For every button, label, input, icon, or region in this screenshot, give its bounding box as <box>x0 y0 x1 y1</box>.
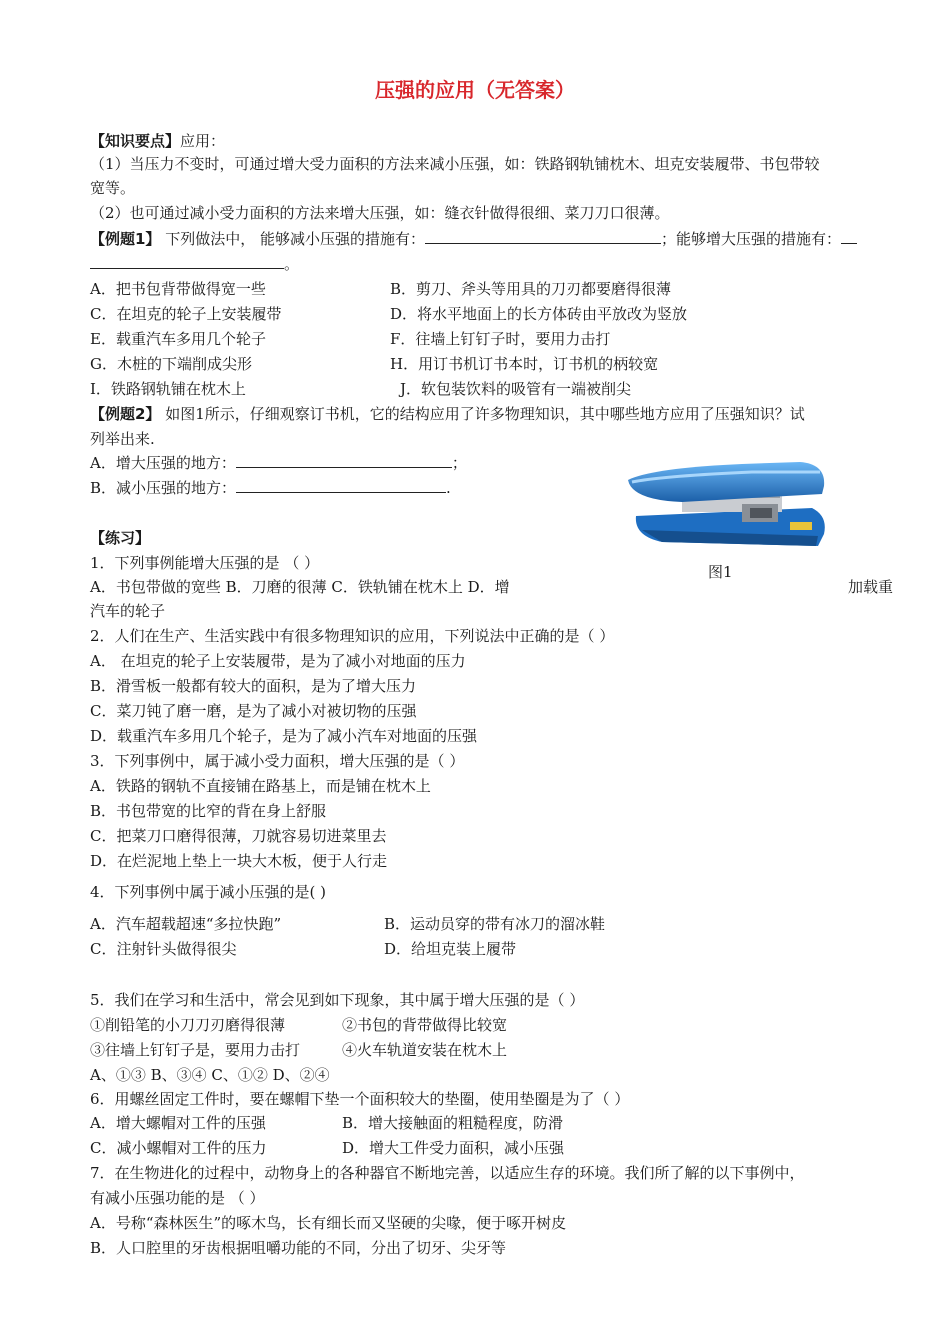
option-item: B．滑雪板一般都有较大的面积，是为了增大压力 <box>90 677 417 695</box>
answer-blank <box>90 254 284 269</box>
option-item: A． 在坦克的轮子上安装履带，是为了减小对地面的压力 <box>90 652 466 670</box>
option-item: B．人口腔里的牙齿根据咀嚼功能的不同，分出了切牙、尖牙等 <box>90 1239 507 1257</box>
q5-item: ②书包的背带做得比较宽 <box>342 1016 508 1034</box>
q5: 5．我们在学习和生活中，常会见到如下现象，其中属于增大压强的是（ ） <box>90 991 585 1009</box>
q1: 1．下列事例能增大压强的是 （ ） <box>90 554 320 572</box>
option-item: D．增大工件受力面积，减小压强 <box>342 1139 565 1157</box>
option-item: A．把书包背带做得宽一些 <box>90 280 266 298</box>
example1-question-b: ；能够增大压强的措施有： <box>661 230 842 248</box>
example2-answer-a <box>90 452 467 474</box>
answer-blank <box>236 453 452 468</box>
example1-blank-line <box>90 253 299 275</box>
option-item: A．号称“森林医生”的啄木鸟，长有细长而又坚硬的尖喙，便于啄开树皮 <box>90 1214 567 1232</box>
option-item: D．在烂泥地上垫上一块大木板，便于人行走 <box>90 852 388 870</box>
knowledge-heading-tail: 应用： <box>180 132 226 150</box>
option-item: B．书包带宽的比窄的背在身上舒服 <box>90 802 327 820</box>
q5-options: A、①③ B、③④ C、①② D、②④ <box>90 1066 330 1084</box>
option-item: C．减小螺帽对工件的压力 <box>90 1139 267 1157</box>
example2-question-a: 如图1所示，仔细观察订书机，它的结构应用了许多物理知识，其中哪些地方应用了压强知识？试 <box>165 405 805 423</box>
option-item: F．往墙上钉钉子时，要用力击打 <box>390 330 611 348</box>
stapler-figure <box>622 446 832 566</box>
example2-question-cont: 列举出来. <box>90 430 155 448</box>
example1-heading: 【例题1】 <box>90 230 161 248</box>
q1-options-cont: 汽车的轮子 <box>90 602 166 620</box>
option-item: H．用订书机订书本时，订书机的柄较宽 <box>390 355 659 373</box>
q5-item: ④火车轨道安装在枕木上 <box>342 1041 508 1059</box>
q6: 6．用螺丝固定工件时，要在螺帽下垫一个面积较大的垫圈，使用垫圈是为了（ ） <box>90 1090 630 1108</box>
option-item: I．铁路钢轨铺在枕木上 <box>90 380 246 398</box>
page-title: 压强的应用（无答案） <box>375 78 575 102</box>
option-item: A．铁路的钢轨不直接铺在路基上，而是铺在枕木上 <box>90 777 431 795</box>
q1-options: A．书包带做的宽些 B．刀磨的很薄 C．铁轨铺在枕木上 D．增 <box>90 578 510 596</box>
option-item: B．增大接触面的粗糙程度，防滑 <box>342 1114 564 1132</box>
answer-blank <box>841 229 857 244</box>
answer-blank <box>425 229 661 244</box>
answer-a-label: A．增大压强的地方： <box>90 454 236 472</box>
q7-cont: 有减小压强功能的是 （ ） <box>90 1189 265 1207</box>
option-item: A．增大螺帽对工件的压强 <box>90 1114 266 1132</box>
option-item: G．木桩的下端削成尖形 <box>90 355 252 373</box>
option-item: E．载重汽车多用几个轮子 <box>90 330 266 348</box>
knowledge-point-2: （2）也可通过减小受力面积的方法来增大压强，如：缝衣针做得很细、菜刀刀口很薄。 <box>90 204 670 222</box>
answer-b-label: B．减小压强的地方： <box>90 479 237 497</box>
q5-item: ①削铅笔的小刀刀刃磨得很薄 <box>90 1016 286 1034</box>
q7: 7．在生物进化的过程中，动物身上的各种器官不断地完善，以适应生存的环境。我们所了解的以下事例中， <box>90 1164 805 1182</box>
q1-options-tail: 加载重 <box>848 578 894 596</box>
option-item: C．在坦克的轮子上安装履带 <box>90 305 282 323</box>
option-item: C．菜刀钝了磨一磨，是为了减小对被切物的压强 <box>90 702 417 720</box>
knowledge-point-1-cont: 宽等。 <box>90 179 136 197</box>
knowledge-heading: 【知识要点】 <box>90 132 181 150</box>
example2-answer-b <box>90 477 451 499</box>
option-item: D．将水平地面上的长方体砖由平放改为竖放 <box>390 305 688 323</box>
example1-question-a: 下列做法中， 能够减小压强的措施有： <box>165 230 425 248</box>
answer-b-end: . <box>446 479 451 497</box>
example2-heading: 【例题2】 <box>90 405 161 423</box>
q2: 2．人们在生产、生活实践中有很多物理知识的应用，下列说法中正确的是（ ） <box>90 627 615 645</box>
q5-item: ③往墙上钉钉子是，要用力击打 <box>90 1041 301 1059</box>
knowledge-point-1: （1）当压力不变时，可通过增大受力面积的方法来减小压强，如：铁路钢轨铺枕木、坦克安装履带、书包带较 <box>90 155 820 173</box>
example1-question <box>90 228 857 250</box>
answer-a-end: ； <box>451 454 467 472</box>
practice-heading: 【练习】 <box>90 529 151 547</box>
option-item: D．载重汽车多用几个轮子，是为了减小汽车对地面的压强 <box>90 727 478 745</box>
option-item: B．剪刀、斧头等用具的刀刃都要磨得很薄 <box>390 280 672 298</box>
option-item: A．汽车超载超速“多拉快跑” <box>90 915 282 933</box>
option-item: J．软包装饮料的吸管有一端被削尖 <box>400 380 632 398</box>
q4: 4．下列事例中属于减小压强的是( ) <box>90 883 327 901</box>
option-item: C．把菜刀口磨得很薄，刀就容易切进菜里去 <box>90 827 387 845</box>
figure-caption: 图1 <box>708 563 733 581</box>
option-item: D．给坦克装上履带 <box>384 940 517 958</box>
knowledge-heading-line <box>90 130 225 152</box>
stapler-icon <box>622 446 832 566</box>
example2-question <box>90 403 805 425</box>
example1-end: 。 <box>284 255 300 273</box>
answer-blank <box>236 478 446 493</box>
option-item: B．运动员穿的带有冰刀的溜冰鞋 <box>384 915 606 933</box>
option-item: C．注射针头做得很尖 <box>90 940 237 958</box>
q3: 3．下列事例中，属于减小受力面积，增大压强的是（ ） <box>90 752 465 770</box>
